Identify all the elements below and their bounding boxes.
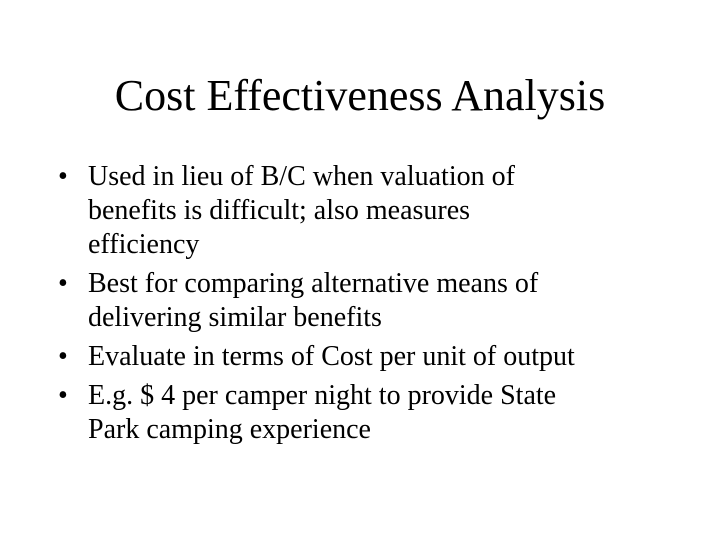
- bullet-list: [58, 160, 698, 452]
- bullet-line: Park camping experience: [88, 414, 371, 445]
- bullet-item: [58, 267, 698, 335]
- bullet-line: Used in lieu of B/C when valuation of: [88, 161, 515, 192]
- bullet-line: E.g. $ 4 per camper night to provide State: [88, 380, 557, 411]
- bullet-icon: •: [58, 268, 68, 299]
- bullet-icon: •: [58, 380, 68, 411]
- slide-title: Cost Effectiveness Analysis: [114, 71, 606, 120]
- bullet-item: [58, 379, 698, 447]
- bullet-line: delivering similar benefits: [88, 302, 382, 333]
- bullet-line: Best for comparing alternative means of: [88, 268, 539, 299]
- bullet-line: Evaluate in terms of Cost per unit of output: [88, 341, 575, 372]
- bullet-item: [58, 160, 698, 262]
- bullet-item: [58, 340, 698, 374]
- bullet-line: efficiency: [88, 229, 200, 260]
- bullet-line: benefits is difficult; also measures: [88, 195, 471, 226]
- bullet-icon: •: [58, 161, 68, 192]
- bullet-icon: •: [58, 341, 68, 372]
